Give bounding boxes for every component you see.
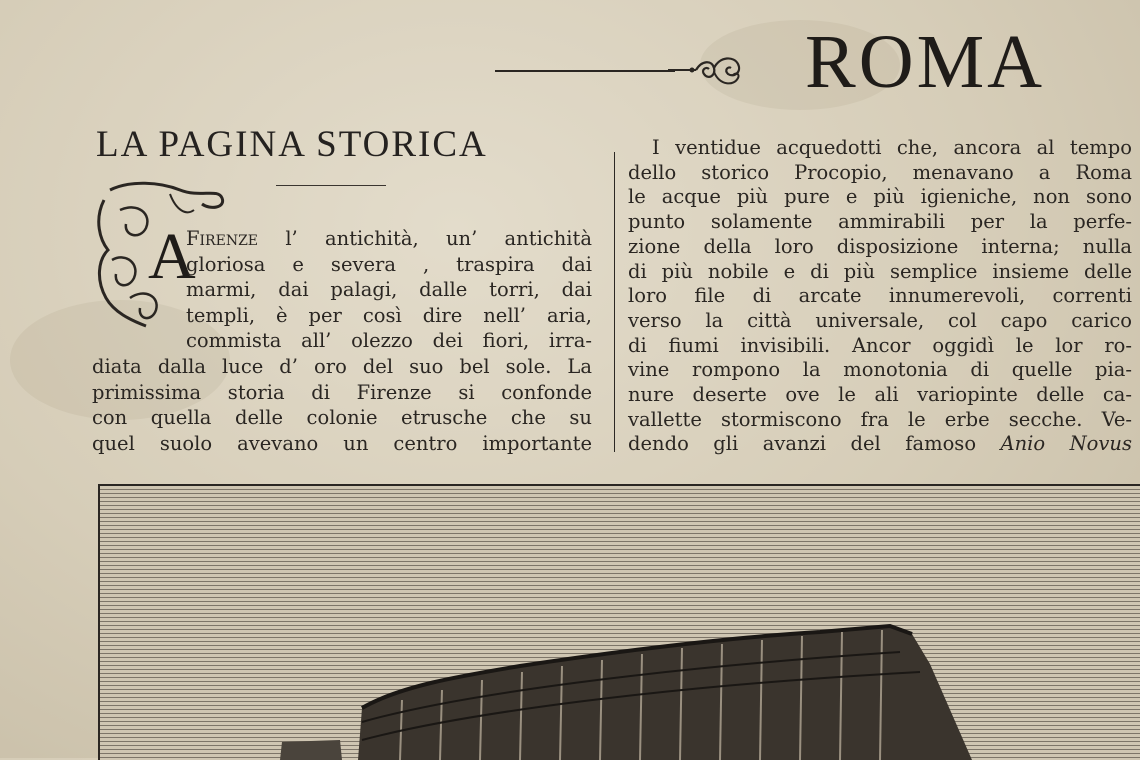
article-line: con quella delle colonie etrusche che su [92,406,592,430]
column-divider [614,152,615,452]
coliseum-illustration [100,486,1140,760]
article-line: gloriosa e severa , traspira dai [186,252,592,276]
article-line: zione della loro disposizione interna; nulla [628,234,1132,258]
article-line [92,226,592,252]
article-line: le acque più pure e più igieniche, non sono [628,185,1132,209]
article-line: marmi, dai palagi, dalle torri, dai [186,278,592,302]
article-line: di fiumi invisibili. Ancor oggidì le lor ro- [628,333,1132,357]
article-line: verso la città universale, col capo carico [628,308,1132,332]
section-title: LA PAGINA STORICA [96,124,488,165]
article-line: punto solamente ammirabili per la perfe- [628,210,1132,234]
article-line: commista all’ olezzo dei fiori, irra- [186,329,592,353]
article-line-text: l’ antichità, un’ antichità [258,227,592,250]
article-line: nure deserte ove le ali variopinte delle ca- [628,383,1132,407]
italic-phrase: Anio Novus [1000,432,1133,456]
right-article [628,136,1132,457]
article-line: primissima storia di Firenze si confonde [92,380,592,404]
left-article [92,226,592,456]
masthead-rule [495,70,675,72]
article-line [628,432,1132,457]
article-line: vine rompono la monotonia di quelle pia- [628,358,1132,382]
article-line: quel suolo avevano un centro importante [92,431,592,455]
scroll-ornament-icon [668,52,748,92]
article-line: loro file di arcate innumerevoli, correnti [628,284,1132,308]
masthead-title: ROMA [805,20,1046,104]
title-rule [276,185,386,186]
article-line: vallette stormiscono fra le erbe secche. Ve- [628,407,1132,431]
lead-word: Firenze [186,227,259,250]
article-line: dello storico Procopio, menavano a Roma [628,160,1132,184]
coliseum-engraving [98,484,1140,760]
article-line: templi, è per così dire nell’ aria, [186,303,592,327]
article-line: di più nobile e di più semplice insieme delle [628,259,1132,283]
dropcap-letter: A [148,220,196,293]
article-line: I ventidue acquedotti che, ancora al tempo [652,136,1132,159]
article-line: diata dalla luce d’ oro del suo bel sole. La [92,354,592,378]
article-line-text: dendo gli avanzi del famoso [628,432,1001,456]
